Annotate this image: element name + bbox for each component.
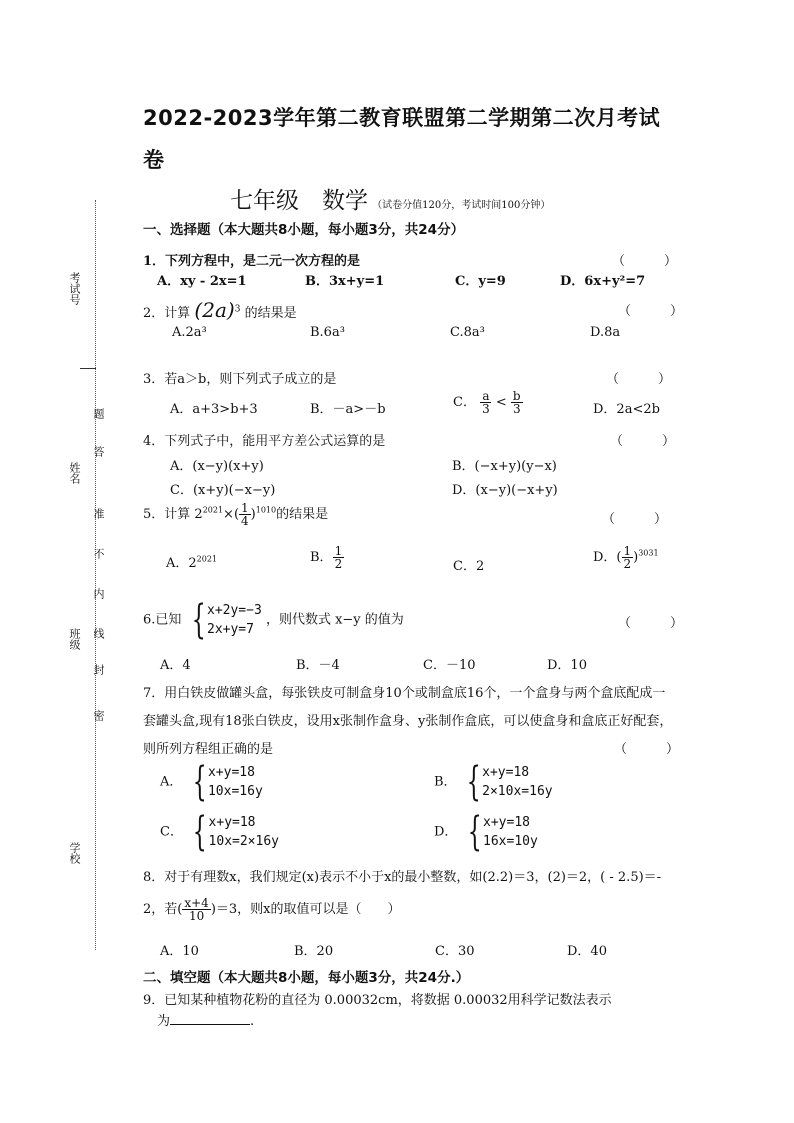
q9-line2-b: . [250,1014,255,1029]
q5-stem-c: ) [250,507,256,522]
q5-option-d-num: 1 [623,544,632,558]
q1-option-d: D．6x+y²=7 [560,274,646,289]
q7-c-eq1: x+y=18 [208,815,256,830]
q3-frac-a-den: 3 [482,402,490,416]
q7-d-eq1: x+y=18 [483,815,530,830]
q5-option-b-label: B． [310,550,333,565]
q5-stem-b: ×( [223,507,240,522]
underline-name [80,368,96,369]
q7-option-b-system [461,759,553,805]
exam-title-cont: 卷 [143,148,165,172]
q5-answer-paren[interactable]: （ ） [602,512,668,527]
q3-frac-a [480,390,492,415]
q7-d-eq2: 16x=10y [483,834,538,849]
q6-stem [143,597,404,643]
q5-option-b-den: 2 [334,557,343,571]
q2-option-d: D.8a [590,325,621,340]
label-exam-number: 考试号 [68,272,81,305]
q4-stem: 4．下列式子中，能用平方差公式运算的是 [143,434,386,449]
q4-option-c: C．(x+y)(−x−y) [170,483,276,498]
q7-option-b [434,759,553,805]
q6-answer-paren[interactable]: （ ） [618,616,684,631]
q7-line3: 则所列方程组正确的是 [143,742,274,757]
q2-stem [143,298,297,322]
q8-line1: 8．对于有理数x，我们规定(x)表示不小于x的最小整数，如(2.2)＝3，(2)＝2，( - 2.5)＝- [143,870,662,885]
q8-option-c: C．30 [435,944,475,959]
q5-option-a [166,552,217,571]
q3-option-a: A．a+3>b+3 [170,402,258,417]
q5-option-d-frac [622,545,634,570]
q7-b-brace: { [466,759,481,805]
q6-eq2: 2x+y=7 [207,622,254,637]
q7-c-eq2: 10x=2×16y [208,834,279,849]
q6-option-d: D．10 [547,658,587,673]
q4-option-a: A．(x−y)(x+y) [170,459,264,474]
seal-char: 封 [92,664,105,675]
q8-option-a: A．10 [160,944,199,959]
seal-char: 线 [92,628,105,639]
seal-char: 内 [92,588,105,599]
q3-option-b: B．－a>－b [310,402,386,417]
seal-char: 答 [92,446,105,457]
q5-option-d-label: D．( [593,550,622,565]
q6-system [186,597,262,643]
q3-frac-b-den: 3 [512,402,521,416]
q7-a-brace: { [192,759,207,805]
q5-frac-num: 1 [241,501,249,515]
q6-option-c: C．－10 [423,658,476,673]
q8-line2-a: 2，若( [143,902,183,917]
q7-a-eq1: x+y=18 [207,765,255,780]
q2-answer-paren[interactable]: （ ） [618,304,684,319]
q2-expr: (2a) [194,298,235,322]
q6-stem-b: ，则代数式 x−y 的值为 [265,612,404,628]
q8-frac [182,897,210,922]
q9-answer-blank[interactable] [170,1012,250,1025]
q3-answer-paren[interactable]: （ ） [606,372,672,387]
q7-option-c-system [187,809,279,855]
q5-frac-den: 4 [241,514,249,528]
q7-option-d-system [462,809,538,855]
q5-option-d [593,545,659,570]
q9-line1: 9．已知某种植物花粉的直径为 0.00032cm，将数据 0.00032用科学记数法表示 [143,993,612,1008]
q5-stem-d: 的结果是 [276,507,329,522]
q3-option-d: D．2a<2b [593,402,660,417]
seal-char: 题 [92,408,105,419]
q2-option-a: A.2a³ [172,325,207,340]
q7-c-brace: { [192,809,207,855]
q1-stem: 1．下列方程中，是二元一次方程的是 [143,254,361,269]
q8-option-d: D．40 [567,944,607,959]
q9-line2-a: 为 [157,1014,171,1029]
q8-option-b: B．20 [294,944,334,959]
q2-exp: 3 [234,304,241,315]
q7-option-a [160,759,263,805]
q7-option-b-label: B． [434,774,457,790]
q5-option-b-frac [333,545,345,570]
q3-option-c-label: C． [453,395,476,410]
binding-line [95,200,96,950]
q7-option-a-label: A． [160,774,183,790]
q1-option-b: B．3x+y=1 [305,274,385,289]
q5-option-b-num: 1 [334,544,343,558]
q5-stem [143,502,328,527]
label-class: 班级 [68,628,81,650]
q6-brace: { [191,597,206,643]
q7-option-a-system [187,759,263,805]
q2-stem-a: 2．计算 [143,306,191,321]
seal-char: 不 [92,548,105,559]
q4-answer-paren[interactable]: （ ） [610,434,676,449]
q7-line1: 7．用白铁皮做罐头盒，每张铁皮可制盒身10个或制盒底16个，一个盒身与两个盒底配成一 [143,686,666,701]
q8-line2-b: )＝3，则x的取值可以是（ ） [210,902,401,917]
q3-frac-a-num: a [482,389,490,403]
q2-stem-b: 的结果是 [244,306,297,321]
q5-exp1: 2021 [202,505,224,515]
q2-option-c: C.8a³ [450,325,485,340]
q2-option-b: B.6a³ [310,325,345,340]
q7-option-c [160,809,279,855]
q8-line2 [143,897,401,922]
q7-b-eq1: x+y=18 [482,765,530,780]
q5-option-a-exp: 2021 [196,554,218,564]
q5-stem-a: 5．计算 2 [143,507,203,522]
subject-line [230,182,550,215]
seal-char: 准 [92,508,105,519]
q7-b-eq2: 2×10x=16y [482,784,553,799]
q5-option-d-den: 2 [623,557,632,571]
q6-stem-a: 6.已知 [143,612,182,628]
q7-option-c-label: C． [160,824,183,840]
q5-option-b [310,545,344,570]
q7-answer-paren[interactable]: （ ） [614,742,680,757]
q3-option-c [453,390,523,415]
q8-frac-num: x+4 [184,896,209,910]
section1-heading: 一、选择题（本大题共8小题，每小题3分，共24分） [143,222,465,238]
q8-frac-den: 10 [188,909,205,923]
q7-a-eq2: 10x=16y [207,784,263,799]
q5-option-a-text: A．2 [166,556,197,571]
q3-frac-b [511,390,523,415]
q3-frac-b-num: b [512,389,521,403]
q5-exp2: 1010 [255,505,277,515]
q5-option-c: C．2 [453,559,485,574]
exam-title: 2022-2023学年第二教育联盟第二学期第二次月考试 [143,106,661,130]
subject: 七年级 数学 [230,188,368,214]
q7-option-d [434,809,538,855]
q4-option-b: B．(−x+y)(y−x) [452,459,557,474]
q6-option-b: B．－4 [296,658,340,673]
q6-option-a: A．4 [160,658,191,673]
section2-heading: 二、填空题（本大题共8小题，每小题3分，共24分.） [143,970,470,986]
label-name: 姓名 [68,462,81,484]
q5-option-d-close: ) [633,550,639,565]
q7-line2: 套罐头盒,现有18张白铁皮，设用x张制作盒身、y张制作盒底，可以使盒身和盒底正好配套， [143,714,673,729]
q9-line2 [157,1010,254,1029]
exam-note: （试卷分值120分，考试时间100分钟） [372,200,551,211]
label-school: 学校 [68,842,81,864]
seal-char: 密 [92,710,105,721]
q3-op: < [495,395,507,410]
q4-option-d: D．(x−y)(−x+y) [452,483,558,498]
q6-eq1: x+2y=−3 [207,603,262,618]
q1-option-a: A．xy - 2x=1 [157,274,247,289]
q7-d-brace: { [467,809,482,855]
q3-stem: 3．若a＞b，则下列式子成立的是 [143,372,337,387]
q5-frac [239,502,251,527]
q1-answer-paren[interactable]: （ ） [612,254,678,269]
q7-option-d-label: D． [434,824,458,840]
q1-option-c: C．y=9 [455,274,506,289]
q5-option-d-exp: 3031 [638,548,659,558]
